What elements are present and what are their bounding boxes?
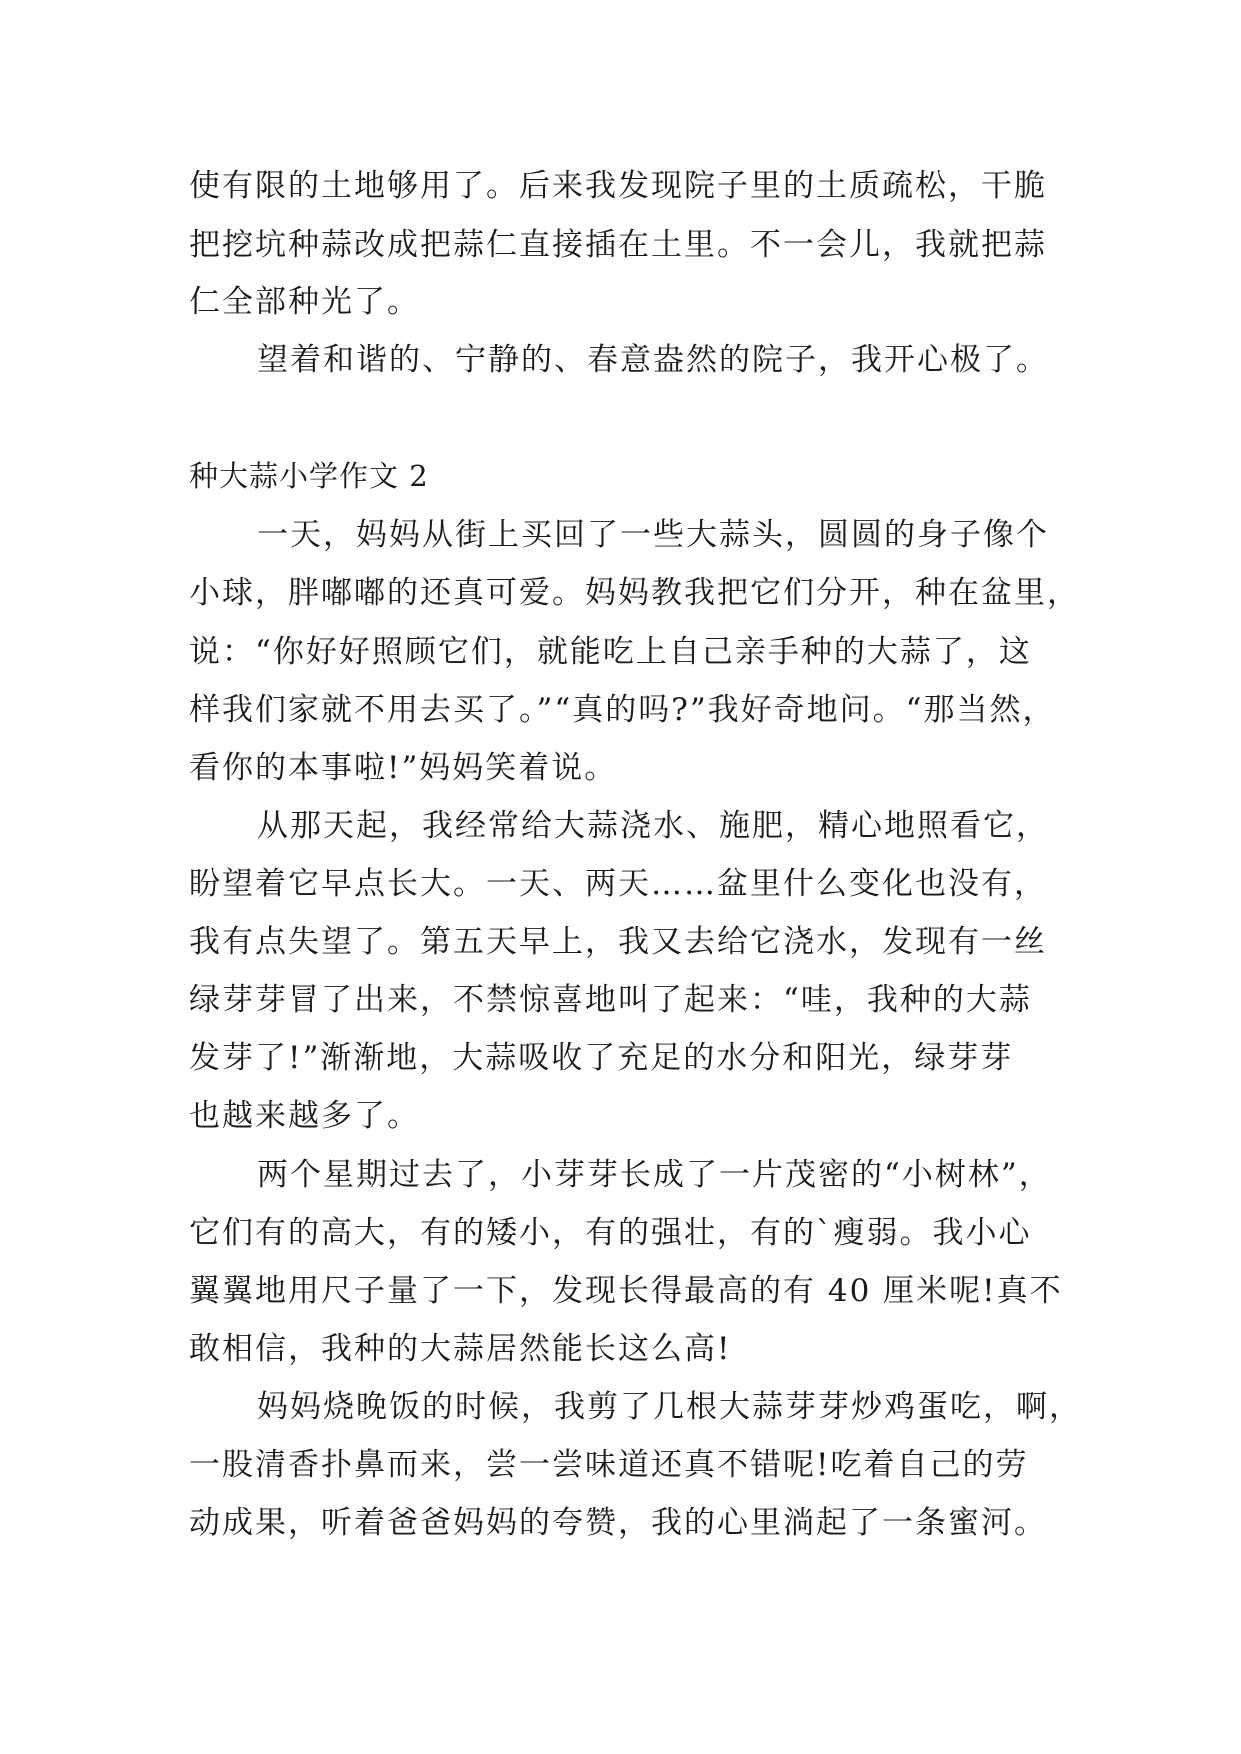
text-line: 仁全部种光了。 [189, 284, 420, 320]
text-line: 样我们家就不用去买了。”“真的吗?”我好奇地问。“那当然， [189, 692, 1056, 728]
text-line: 小球，胖嘟嘟的还真可爱。妈妈教我把它们分开，种在盆里， [189, 575, 1080, 611]
text-line: 我有点失望了。第五天早上，我又去给它浇水，发现有一丝 [189, 924, 1047, 960]
text-line: 盼望着它早点长大。一天、两天……盆里什么变化也没有， [189, 866, 1047, 902]
text-line: 两个星期过去了，小芽芽长成了一片茂密的“小树林”， [257, 1157, 1052, 1193]
text-line: 发芽了!”渐渐地，大蒜吸收了充足的水分和阳光，绿芽芽 [189, 1040, 1014, 1076]
essay-title: 种大蒜小学作文 2 [189, 459, 429, 493]
text-line: 看你的本事啦!”妈妈笑着说。 [189, 750, 618, 786]
text-line: 望着和谐的、宁静的、春意盎然的院子，我开心极了。 [257, 342, 1049, 378]
text-line: 动成果，听着爸爸妈妈的夸赞，我的心里淌起了一条蜜河。 [189, 1505, 1047, 1541]
text-line: 一股清香扑鼻而来，尝一尝味道还真不错呢!吃着自己的劳 [189, 1447, 1029, 1483]
text-line: 它们有的高大，有的矮小，有的强壮，有的`瘦弱。我小心 [189, 1215, 1032, 1251]
text-line: 使有限的土地够用了。后来我发现院子里的土质疏松，干脆 [189, 168, 1047, 204]
text-line: 绿芽芽冒了出来，不禁惊喜地叫了起来：“哇，我种的大蒜 [189, 982, 1032, 1018]
text-line: 说：“你好好照顾它们，就能吃上自己亲手种的大蒜了，这 [189, 634, 1032, 670]
text-line: 敢相信，我种的大蒜居然能长这么高! [189, 1331, 732, 1367]
text-line: 妈妈烧晚饭的时候，我剪了几根大蒜芽芽炒鸡蛋吃，啊， [257, 1389, 1082, 1425]
text-line: 一天，妈妈从街上买回了一些大蒜头，圆圆的身子像个 [257, 517, 1049, 553]
text-line: 翼翼地用尺子量了一下，发现长得最高的有 40 厘米呢!真不 [189, 1273, 1063, 1309]
text-line: 把挖坑种蒜改成把蒜仁直接插在土里。不一会儿，我就把蒜 [189, 227, 1047, 263]
text-line: 也越来越多了。 [189, 1098, 420, 1134]
text-line: 从那天起，我经常给大蒜浇水、施肥，精心地照看它， [257, 808, 1049, 844]
